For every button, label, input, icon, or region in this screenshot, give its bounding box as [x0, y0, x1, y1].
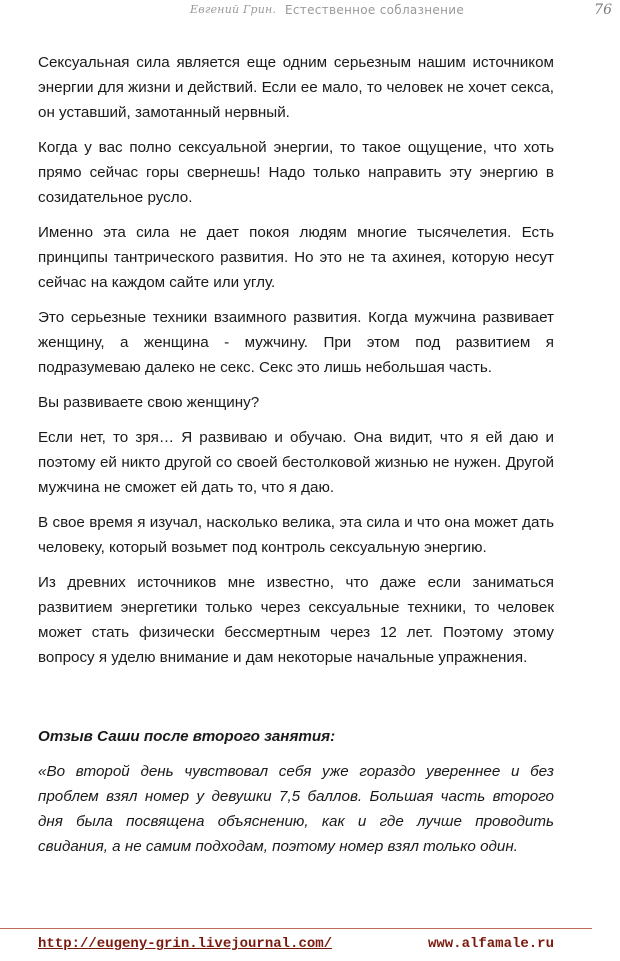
paragraph-5: Вы развиваете свою женщину? [38, 394, 260, 411]
review-title: Отзыв Саши после второго занятия: [38, 728, 336, 745]
paragraph-3: Именно эта сила не дает покоя людям многие тысячелетия. Есть принципы тантрического развития. Но это не та ахинея, которую несут сейчас на каждом сайте или углу. [38, 224, 554, 291]
paragraph-4: Это серьезные техники взаимного развития. Когда мужчина развивает женщину, а женщина - мужчину. При этом под развитием я подразумеваю далеко не секс. Секс это лишь небольшая часть. [38, 309, 554, 376]
review-text: «Во второй день чувствовал себя уже гораздо увереннее и без проблем взял номер у девушки 7,5 баллов. Большая часть второго дня была посвящена объяснению, как и где лучше проводить свидания, а не самим подходам, поэтому номер взял только один. [38, 763, 554, 855]
paragraph-7: В свое время я изучал, насколько велика, эта сила и что она может дать человеку, который возьмет под контроль сексуальную энергию. [38, 514, 554, 556]
footer-alfamale-link[interactable]: www.alfamale.ru [427, 936, 554, 952]
paragraph-8: Из древних источников мне известно, что даже если заниматься развитием энергетики только через сексуальные техники, то человек может стать физически бессмертным через 12 лет. Поэтому этому вопросу я уделю внимание и дам некоторые начальные упражнения. [38, 574, 554, 666]
paragraph-1: Сексуальная сила является еще одним серьезным нашим источником энергии для жизни и действий. Если ее мало, то человек не хочет секса, он уставший, замотанный нервный. [38, 54, 554, 121]
page-header [0, 0, 620, 28]
footer-divider [0, 928, 592, 929]
header-book-title: Естественное соблазнение [285, 3, 465, 17]
paragraph-2: Когда у вас полно сексуальной энергии, то такое ощущение, что хоть прямо сейчас горы свернешь! Надо только направить эту энергию в созидательное русло. [38, 139, 554, 206]
page-body [38, 50, 554, 859]
page-number: 76 [594, 2, 612, 18]
footer-livejournal-link[interactable]: http://eugeny-grin.livejournal.com/ [38, 936, 333, 952]
paragraph-6: Если нет, то зря… Я развиваю и обучаю. Она видит, что я ей даю и поэтому ей никто другой со своей бестолковой жизнью не нужен. Другой мужчина не сможет ей дать то, что я даю. [38, 429, 554, 496]
header-author: Евгений Грин. [190, 3, 277, 16]
